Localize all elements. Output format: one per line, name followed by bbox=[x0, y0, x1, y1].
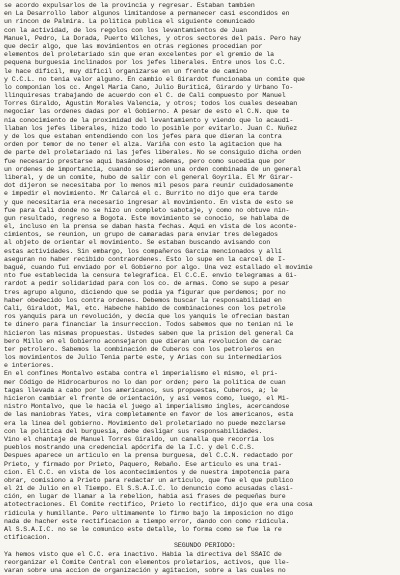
text-line: Torres Giraldo, Agustin Morales Valencia, y otros; todos los cuales deseaban bbox=[4, 100, 298, 108]
text-line: llaban los jefes liberales, hizo todo lo posible por evitarlo. Juan C. Nuñez bbox=[4, 124, 298, 132]
text-line: aseguran no haber recibido contraordenes. Esto lo supe en la carcel de I- bbox=[4, 255, 286, 263]
text-line: e interiores. bbox=[4, 362, 55, 370]
text-line: ter petrolero. Sabemos la combinación de Cuberos con los petroleros en bbox=[4, 345, 274, 353]
text-line: e impedir el movimiento. Mr Calarcá el c. Burrito no dijo que era tarde bbox=[4, 190, 278, 198]
text-line: Vino el chantaje de Manuel Torres Giraldo, un canalla que recorria los bbox=[4, 435, 274, 443]
text-line: y de los que estaban entendiendo con los jefes para que dieran la contra bbox=[4, 133, 282, 140]
section-heading: SEGUNDO PERIODO: bbox=[174, 542, 236, 550]
text-line: un ordenes de importancia, cuando se dieron una orden combinada de un general bbox=[4, 165, 301, 173]
text-line: hicieron cambiar el frente de orientación, y así vemos como, luego, el Mi- bbox=[4, 395, 290, 402]
text-line: los movimientos de Julio Tenia parte este, y Arias con su intermediarios bbox=[4, 354, 282, 362]
text-line: dot dijeron se necesitaba por lo menos mil pesos para reunir cuidadosamente bbox=[4, 182, 294, 190]
text-line: orden por temor de no tener el alza. Variña con esto la agitacion que ha bbox=[4, 141, 282, 149]
document-body bbox=[4, 2, 396, 575]
text-line: y C.C.L. no tenia valor alguno. En cambio el Girardot funcionaba un comite que bbox=[4, 75, 305, 83]
text-line: de las maniobras Yates, vira completamente en favor de los americanos, esta bbox=[4, 411, 294, 419]
text-line: se acordo expulsarlos de la provincia y regresar. Estaban tambien bbox=[4, 2, 255, 9]
text-line: gun resultado, regreso a Bogota. Este movimiento se conocio, se hablaba de bbox=[4, 214, 290, 222]
text-line: le hace dificil, muy dificil organizarse en un frente de camino bbox=[4, 67, 247, 75]
text-line: hicieron las mismas propuestas. Ustedes saben que la prision del general Ca bbox=[4, 329, 294, 337]
text-line: rardot a pedir solidaridad para con los co. de armas. Como se supo a pesar bbox=[4, 280, 290, 288]
text-line: elementos del proletariado sin que eran excelentes por el gremio de la bbox=[4, 51, 274, 59]
text-line: Ya hemos visto que el C.C. era inactivo. Habia la directiva del SSAIC de bbox=[4, 550, 282, 558]
text-line: fue necesario prestarse aqui basándose; ademas, pero como sucedia que por bbox=[4, 157, 286, 165]
text-line: negociar las ordenes dadas por el Gobierno. A pesar de esto el C.N. que te bbox=[4, 108, 290, 116]
text-line: con la politica del burguesia, debe desligar sus responsabilidades. bbox=[4, 427, 263, 435]
text-line: tagas llevada a cabo por los americanos, sus propuestas, Cuberos, a; le bbox=[4, 386, 278, 394]
text-line: un rincon de Palmira. La politica publica el siguiente comunicado bbox=[4, 18, 255, 26]
text-line: nto fue establecida la censura telegrafica. El C.C.E. envio telegramas a Gi- bbox=[4, 272, 298, 280]
text-line: ridicula y humillante. Pero ultimamente lo firmo bajo la imposicion no digo bbox=[4, 509, 294, 517]
text-line: reorganizar el Comite Central con elementos proletarios, activos, que lle- bbox=[4, 558, 290, 566]
text-line: pequena burguesia inclinados por los jefes liberales. Entre unos los C.C. bbox=[4, 59, 286, 67]
text-line: Al S.S.A.I.C. no se le comunico este detalle, lo forma como se fue la re bbox=[4, 526, 282, 533]
text-line: Cali, Giraldot, Mal, etc. Habeche habido de combinaciones con los petrole bbox=[4, 304, 286, 312]
text-line: al objeto de orientar el movimiento. Se estaban buscando avisando con bbox=[4, 239, 271, 247]
text-line: bero Millo en el Gobierno aconsejaron que dieran una revolucion de carac bbox=[4, 337, 282, 345]
text-line: haber obedecido los contra ordenes. Debemos buscar la responsabilidad en bbox=[4, 296, 282, 304]
text-line: cion. El C.C. en vista de los acontecimientos y de nuestra impotencia para bbox=[4, 468, 290, 476]
text-line: liberal, y de un comite, hubo de salir con el general Goyrila. El Mr Girar- bbox=[4, 173, 294, 181]
text-line: ros yanquis para un revolución, y decía que los yanquis le ofrecian bastan bbox=[4, 313, 290, 321]
text-line: obrar, comisiono a Prieto para redactar un articulo, que fue el que publico bbox=[4, 476, 294, 484]
text-line: nistro Montalvo, que le hacia el juego al imperialismo ingles, acercandose bbox=[4, 403, 290, 411]
text-line: pueblos mostrando una credencial apócrifa de la I.C. y del C.C.S. bbox=[4, 444, 255, 452]
text-line: te dinero para financiar la insurreccion. Todos sabemos que no tenian ni le bbox=[4, 321, 294, 329]
text-line: en La Desarrollo labor algunos limitandose a permanecer casi escondidos en bbox=[4, 10, 290, 18]
text-line: Manuel, Pedro, La Dorada, Puerto Wilches, y otros sectores del pais. Pero hay bbox=[4, 34, 301, 42]
text-line: que decir algo, que las movimientos en otras regiones procedian por bbox=[4, 42, 263, 50]
text-line: En el confines Montalvo estaba contra el imperialismo el mismo, el pri- bbox=[4, 370, 278, 378]
text-line: nia conocimiento de la proximidad del levantamiento y viendo que lo acaudi- bbox=[4, 116, 294, 124]
text-line: llinquiresas trabajando de acuerdo con el C. de Cali compuesto por Manuel bbox=[4, 92, 286, 100]
text-line: atotectraciones. El Comite rectifico, Prieto lo rectifico, dijo que era una cosa bbox=[4, 501, 313, 509]
text-line: mer Código de Hidrocarburos no lo dan por orden; pero la politica de cuan bbox=[4, 378, 286, 386]
text-line: varan sobre una accion de organización y agitacion, sobre a las cuales no bbox=[4, 566, 286, 574]
text-line: era la linea del gobierno. Movimiento del proletariado no puede mezclarse bbox=[4, 419, 286, 427]
text-line: ción, en lugar de llamar a la rebelion, habia asi frases de pequeñas bure bbox=[4, 493, 286, 501]
text-line: nada de hacher este rectificacion a tiempo error, dando con como ridicula. bbox=[4, 517, 290, 525]
text-line: y que necesitaria era necesario ingresar al movimiento. En vista de esto se bbox=[4, 198, 294, 206]
text-line: lo componian los cc. Angel Maria Cano, Julio Buriticá, Girardo y Urbano To- bbox=[4, 83, 294, 91]
text-line: Prieto, y firmado por Prieto, Paquero, Rebaño. Ese articulo es una trai- bbox=[4, 460, 282, 468]
text-line: cimientos, se reunion, un grupo de camaradas para enviar tres delegados bbox=[4, 231, 278, 239]
text-line: bagué, cuando fui enviado por el Gobierno por algo. Una vez estallado el movimie bbox=[4, 264, 313, 271]
text-line: ctificacion. bbox=[4, 534, 51, 542]
text-line: fue para Cali donde no se hizo un completo sabotaje, y como no obtuve nin- bbox=[4, 206, 290, 214]
text-line: de parte del proletariado ni las jefes liberales. No se consiguio dicha orden bbox=[4, 149, 301, 157]
text-line: estas actividades. Sin embargo, los compañeros Garcia mencionados y allí bbox=[4, 247, 282, 255]
text-line: el 21 de Julio en el Tiempo. El S.S.A.I.C. lo denuncio como acusadas clasi- bbox=[4, 485, 294, 493]
text-line: el, incluso en la prensa se daban hasta fechas. Aqui en vista de los aconte- bbox=[4, 223, 298, 231]
text-line: tres agrupo alguno, diciendo que se podia ya figurar que perdemos; por no bbox=[4, 288, 286, 296]
text-line: con la actividad, de los regolos con los levantamientos de Juan bbox=[4, 26, 247, 34]
text-line: Despues aparece un articulo en la prensa burguesa, del C.C.N. redactado por bbox=[4, 452, 294, 460]
